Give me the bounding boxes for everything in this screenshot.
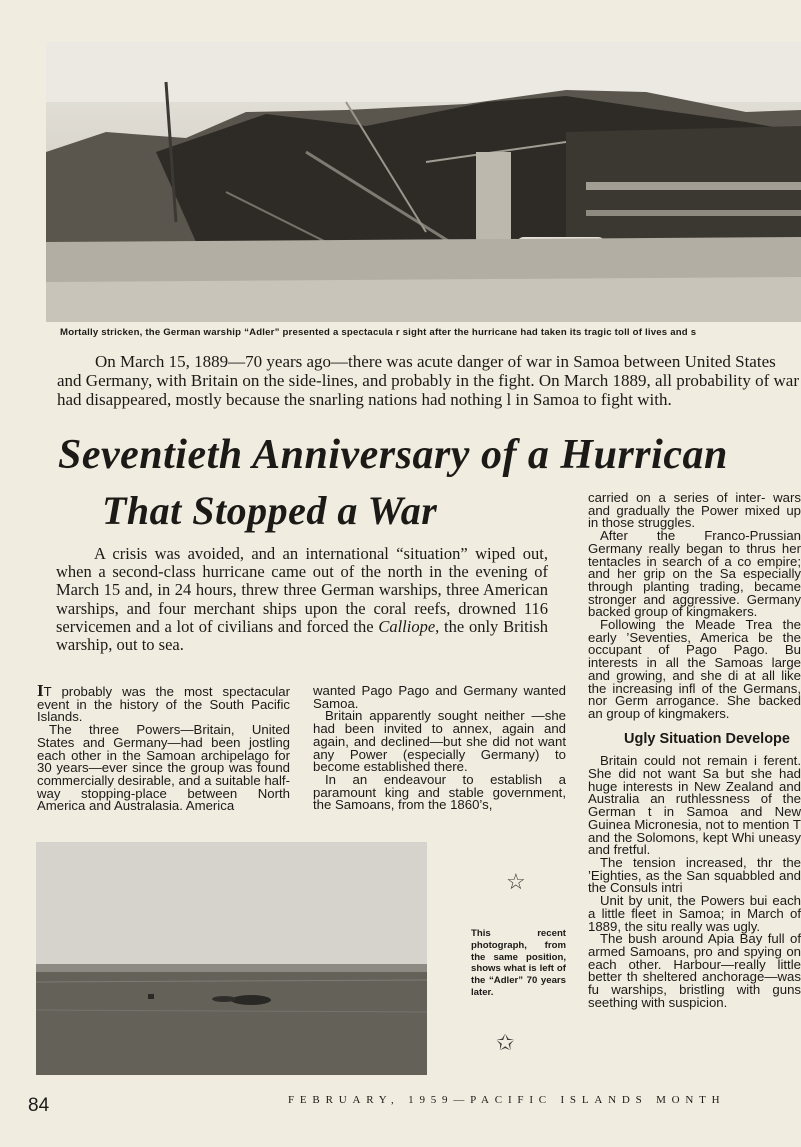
page-number: 84 bbox=[28, 1095, 50, 1116]
body-column-1 bbox=[37, 685, 290, 831]
body-column-3 bbox=[588, 492, 801, 1078]
intro-paragraph: On March 15, 1889—70 years ago—there was acute danger of war in Samoa between United States and Germany, with Britain on the side-lines, and probably in the fight. On March 1889, all probability of war had disappeared, mostly because the snarling nations had nothing l in Samoa to fight with. bbox=[57, 352, 800, 409]
bottom-photo-caption: This recent photograph, from the same position, shows what is left of the “Adler” 70 years later. bbox=[471, 928, 566, 998]
running-footer: FEBRUARY, 1959—PACIFIC ISLANDS MONTH bbox=[288, 1094, 726, 1106]
col3-paragraph-2: After the Franco-Prussian Germany really began to thrus her tentacles in search of a co empire; and her grip on the Sa especially through planting trading, became stronger and aggressive. Germany backed group of kingmakers. bbox=[588, 528, 801, 620]
headline-line-1: Seventieth Anniversary of a Hurrican bbox=[58, 432, 728, 478]
ship-name: Calliope bbox=[378, 616, 436, 636]
top-photo-caption: Mortally stricken, the German warship “Adler” presented a spectacula r sight after the hurricane had taken its tragic toll of lives and s bbox=[60, 327, 697, 338]
col2-paragraph-3: In an endeavour to establish a paramount king and stable government, the Samoans, from the 1860’s, bbox=[313, 771, 566, 813]
col1-paragraph-1: T probably was the most spectacular event in the history of the South Pacific Islands. bbox=[37, 685, 290, 725]
col3-paragraph-5: The tension increased, thr the ’Eighties, as the San squabbled and the Consuls intri bbox=[588, 854, 801, 896]
wreck-photo-recent bbox=[36, 842, 427, 1075]
star-ornament-icon: ✩ bbox=[496, 1030, 515, 1055]
col3-paragraph-4: Britain could not remain i ferent. She did not want Sa but she had huge interests in New Zealand and Australia an ruthlessness of the German t in Samoa and New Guinea Micronesia, not to mention T and the Solomons, kept Whi uneasy and fretful. bbox=[588, 753, 801, 858]
star-ornament-icon: ☆ bbox=[506, 869, 526, 894]
body-column-2 bbox=[313, 685, 566, 831]
drop-cap: I bbox=[37, 685, 44, 700]
col2-paragraph-1: wanted Pago Pago and Germany wanted Samoa. bbox=[313, 685, 566, 711]
col3-paragraph-1: carried on a series of inter- wars and gradually the Power mixed up in those struggles. bbox=[588, 492, 801, 531]
subheading: Ugly Situation Develope bbox=[624, 730, 790, 747]
deck-text-after: , the only British warship, out to sea. bbox=[56, 616, 548, 655]
col2-paragraph-2: Britain apparently sought neither —she had been invited to annex, again and again, and declined—but she did not want any Power (especially Germany) to become established there. bbox=[313, 708, 566, 775]
col1-paragraph-2: The three Powers—Britain, United States and Germany—had been jostling each other in the Samoan archipelago for 30 years—ever since the group was found commercially desirable, and a suitable half-way stopping-place between North America and Australasia. America bbox=[37, 722, 290, 814]
wreck-photo-top bbox=[46, 42, 801, 322]
col3-paragraph-6: Unit by unit, the Powers bui each a little fleet in Samoa; in March of 1889, the situ really was ugly. bbox=[588, 893, 801, 934]
headline-line-2: That Stopped a War bbox=[102, 488, 438, 533]
col3-paragraph-7: The bush around Apia Bay full of armed Samoans, pro and spying on each other. Harbour—really little better th sheltered anchorage—was fu warships, bristling with guns seething with suspicion. bbox=[588, 931, 801, 1010]
col3-paragraph-3: Following the Meade Trea the early ’Seventies, America be the occupant of Pago Pago. Bu interests in all the Samoas large and growing, and she di at all like the increasing infl of the Germans, nor Germ arrogance. She backed an group of kingmakers. bbox=[588, 617, 801, 721]
deck-text-before: A crisis was avoided, and an international “situation” wiped out, when a second-class hurricane came out of the north in the evening of March 15 and, in 24 hours, threw three German warships, three American warships, and four merchant ships upon the coral reefs, drowned 116 servicemen and a lot of civilians and forced the bbox=[56, 544, 548, 636]
deck-paragraph bbox=[56, 545, 548, 654]
